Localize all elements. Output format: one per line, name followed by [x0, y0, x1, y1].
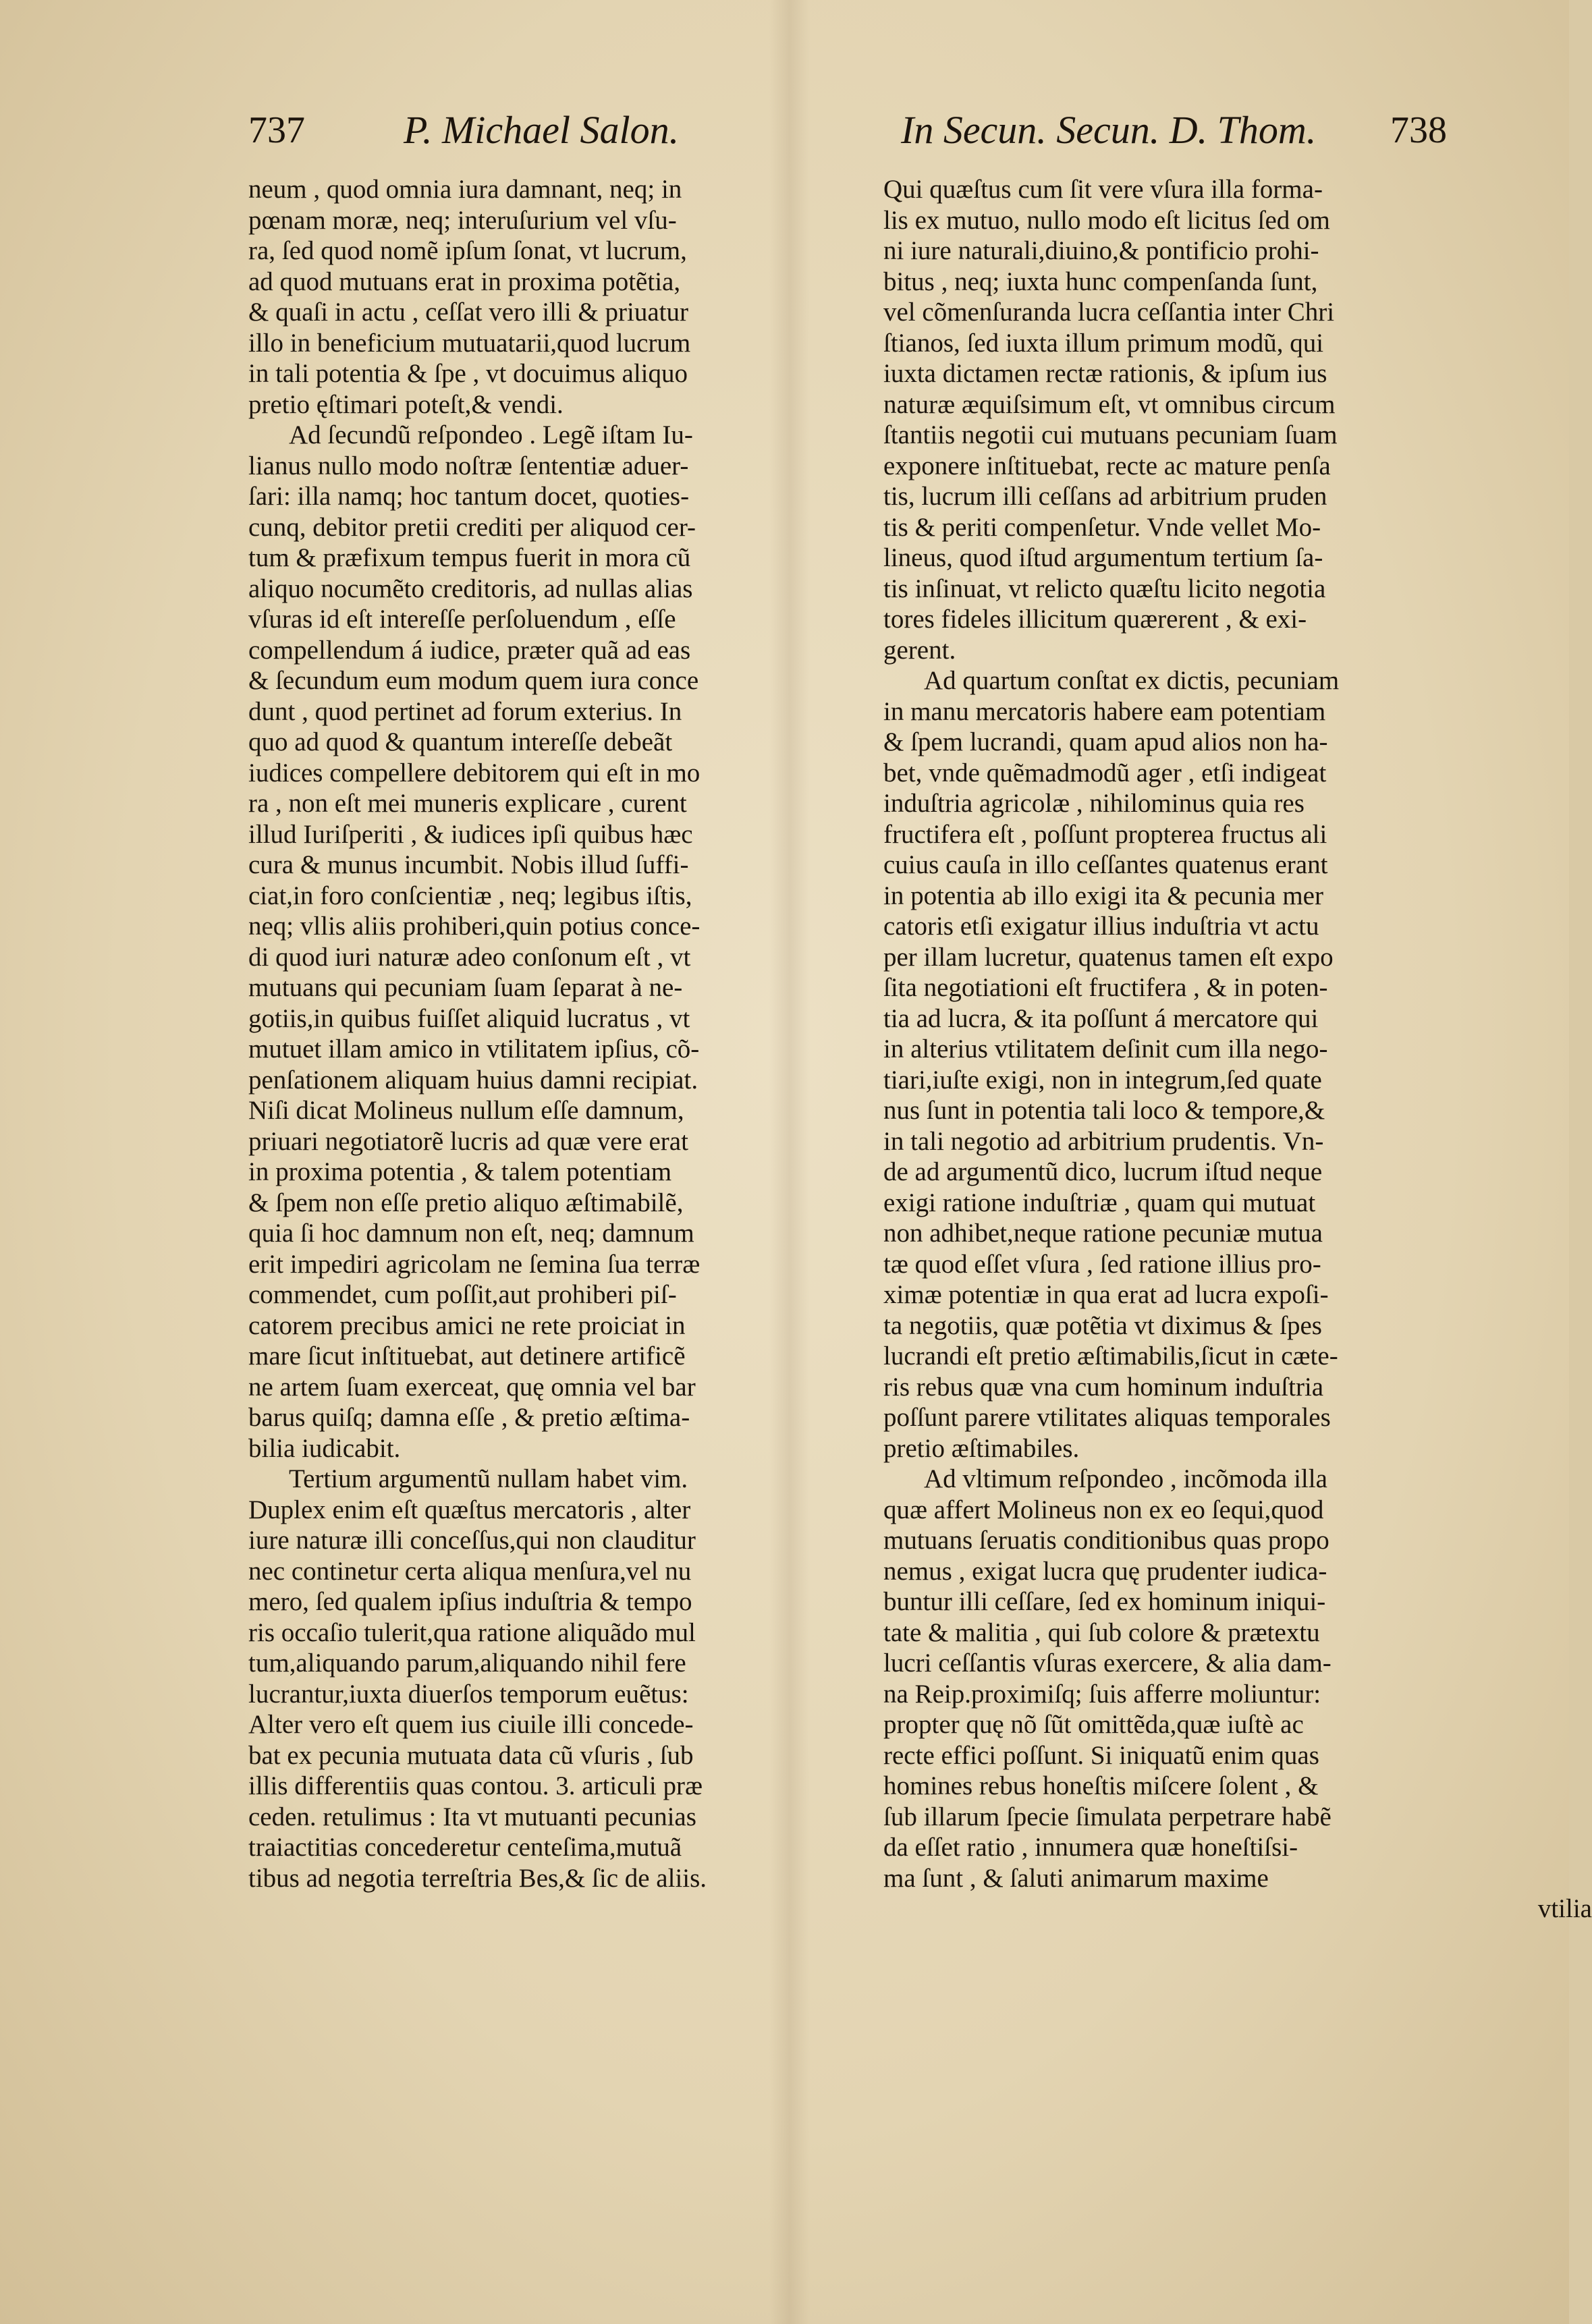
- text-line: ni iure naturali,diuino,& pontificio prohi-: [883, 236, 1319, 265]
- text-line: gerent.: [883, 635, 956, 665]
- text-line: mutuans ſeruatis conditionibus quas propo: [883, 1526, 1329, 1555]
- right-text-column: [883, 174, 1592, 1925]
- text-line: ad quod mutuans erat in proxima potẽtia,: [248, 267, 681, 296]
- text-line: naturæ æquiſsimum eſt, vt omnibus circum: [883, 389, 1336, 419]
- text-line: nemus , exigat lucra quę prudenter iudica-: [883, 1556, 1327, 1586]
- text-line: in alterius vtilitatem deſinit cum illa nego-: [883, 1034, 1328, 1063]
- text-line: pœnam moræ, neq; interuſurium vel vſu-: [248, 205, 677, 235]
- text-line: tum,aliquando parum,aliquando nihil fere: [248, 1649, 686, 1678]
- text-line: tis inſinuat, vt relicto quæſtu licito negotia: [883, 574, 1326, 603]
- text-line: & quaſi in actu , ceſſat vero illi & priuatur: [248, 298, 688, 327]
- text-line: penſationem aliquam huius damni recipiat.: [248, 1065, 698, 1095]
- text-line: in manu mercatoris habere eam potentiam: [883, 696, 1326, 726]
- text-line: in potentia ab illo exigi ita & pecunia mer: [883, 881, 1323, 910]
- text-line: lucrantur,iuxta diuerſos temporum euẽtus:: [248, 1679, 689, 1709]
- text-line: quæ affert Molineus non ex eo ſequi,quod: [883, 1495, 1324, 1524]
- text-line: fructifera eſt , poſſunt propterea fructus ali: [883, 819, 1327, 849]
- text-line: recte effici poſſunt. Si iniquatũ enim quas: [883, 1740, 1319, 1770]
- text-line: traiactitias concederetur centeſima,mutuã: [248, 1833, 682, 1862]
- text-line: induſtria agricolæ , nihilominus quia res: [883, 789, 1305, 818]
- text-line: bet, vnde quẽmadmodũ ager , etſi indigeat: [883, 758, 1327, 787]
- text-line: lis ex mutuo, nullo modo eſt licitus ſed om: [883, 205, 1330, 235]
- text-line: ciat,in foro conſcientiæ , neq; legibus iſtis,: [248, 881, 692, 910]
- text-line: tores fideles illicitum quærerent , & exi-: [883, 605, 1307, 634]
- right-running-title: In Secun. Secun. D. Thom.: [901, 108, 1317, 152]
- text-line: di quod iuri naturæ adeo conſonum eſt , vt: [248, 942, 691, 972]
- text-line: ra, ſed quod nomẽ ipſum ſonat, vt lucrum,: [248, 236, 687, 265]
- text-line: ra , non eſt mei muneris explicare , curent: [248, 789, 687, 818]
- text-line: ximæ potentiæ in qua erat ad lucra expoſi-: [883, 1280, 1329, 1309]
- text-line: ſita negotiationi eſt fructifera , & in poten-: [883, 973, 1328, 1002]
- text-line: mero, ſed qualem ipſius induſtria & tempo: [248, 1587, 692, 1616]
- text-line: Niſi dicat Molineus nullum eſſe damnum,: [248, 1096, 684, 1125]
- text-line: iuxta dictamen rectæ rationis, & ipſum ius: [883, 359, 1327, 388]
- text-line: catoris etſi exigatur illius induſtria vt actu: [883, 912, 1319, 941]
- text-line: buntur illi ceſſare, ſed ex hominum iniqui-: [883, 1587, 1326, 1616]
- text-line: & ſpem non eſſe pretio aliquo æſtimabilẽ,: [248, 1188, 684, 1217]
- text-line: ſari: illa namq; hoc tantum docet, quoties-: [248, 482, 690, 511]
- text-line: Ad ſecundũ reſpondeo . Legẽ iſtam Iu-: [289, 420, 693, 449]
- text-line: commendet, cum poſſit,aut prohiberi piſ-: [248, 1280, 677, 1309]
- text-line: ceden. retulimus : Ita vt mutuanti pecunias: [248, 1802, 696, 1831]
- text-line: quia ſi hoc damnum non eſt, neq; damnum: [248, 1219, 694, 1248]
- text-line: Duplex enim eſt quæſtus mercatoris , alter: [248, 1495, 691, 1524]
- text-line: na Reip.proximiſq; ſuis afferre moliuntur:: [883, 1679, 1321, 1709]
- text-line: barus quiſq; damna eſſe , & pretio æſtima-: [248, 1403, 690, 1432]
- text-line: in proxima potentia , & talem potentiam: [248, 1157, 672, 1186]
- text-line: tis & periti compenſetur. Vnde vellet Mo-: [883, 512, 1321, 542]
- text-line: bitus , neq; iuxta hunc compenſanda ſunt,: [883, 267, 1318, 296]
- text-line: neq; vllis aliis prohiberi,quin potius conce-: [248, 912, 701, 941]
- text-line: ma ſunt , & ſaluti animarum maxime: [883, 1863, 1269, 1893]
- text-line: lineus, quod iſtud argumentum tertium ſa-: [883, 543, 1323, 572]
- text-line: & ſpem lucrandi, quam apud alios non ha-: [883, 727, 1328, 756]
- text-line: lucrandi eſt pretio æſtimabilis,ſicut in cæte-: [883, 1341, 1338, 1371]
- text-line: mare ſicut inſtituebat, aut detinere artificẽ: [248, 1341, 686, 1371]
- text-line: vſuras id eſt intereſſe perſoluendum , eſſe: [248, 605, 676, 634]
- text-line: & ſecundum eum modum quem iura conce: [248, 666, 699, 695]
- text-line: mutuet illam amico in vtilitatem ipſius, cõ-: [248, 1034, 700, 1063]
- text-line: ſtianos, ſed iuxta illum primum modũ, qui: [883, 328, 1324, 358]
- text-line: ris occaſio tulerit,qua ratione aliquãdo mul: [248, 1617, 696, 1647]
- text-line: Qui quæſtus cum ſit vere vſura illa forma-: [883, 175, 1323, 204]
- text-line: gotiis,in quibus fuiſſet aliquid lucratus , vt: [248, 1003, 690, 1033]
- text-line: priuari negotiatorẽ lucris ad quæ vere erat: [248, 1126, 688, 1156]
- text-line: iure naturæ illi conceſſus,qui non clauditur: [248, 1526, 696, 1555]
- text-line: mutuans qui pecuniam ſuam ſeparat à ne-: [248, 973, 683, 1002]
- left-page-number: 737: [248, 109, 305, 151]
- text-line: vel cõmenſuranda lucra ceſſantia inter Chri: [883, 298, 1335, 327]
- text-line: aliquo nocumẽto creditoris, ad nullas alias: [248, 574, 693, 603]
- text-line: propter quę nõ ſũt omittẽda,quæ iuſtè ac: [883, 1710, 1304, 1739]
- text-line: erit impediri agricolam ne ſemina ſua terræ: [248, 1249, 701, 1279]
- text-line: cunq, debitor pretii crediti per aliquod cer-: [248, 512, 696, 542]
- text-line: pretio ęſtimari poteſt,& vendi.: [248, 389, 564, 419]
- text-line: illo in beneficium mutuatarii,quod lucrum: [248, 328, 691, 358]
- text-line: nus ſunt in potentia tali loco & tempore,&: [883, 1096, 1325, 1125]
- text-line: Tertium argumentũ nullam habet vim.: [289, 1464, 688, 1493]
- text-line: bilia iudicabit.: [248, 1433, 401, 1463]
- text-line: catorem precibus amici ne rete proiciat in: [248, 1310, 686, 1340]
- text-line: in tali potentia & ſpe , vt docuimus aliquo: [248, 359, 688, 388]
- text-line: ne artem ſuam exerceat, quę omnia vel bar: [248, 1372, 696, 1402]
- text-line: exponere inſtituebat, recte ac mature penſa: [883, 451, 1331, 480]
- text-line: tæ quod eſſet vſura , ſed ratione illius pro-: [883, 1249, 1321, 1279]
- text-line: Alter vero eſt quem ius ciuile illi concede-: [248, 1710, 694, 1739]
- text-line: tis, lucrum illi ceſſans ad arbitrium pruden: [883, 482, 1327, 511]
- text-line: pretio æſtimabiles.: [883, 1433, 1080, 1463]
- text-line: illis differentiis quas contou. 3. articuli præ: [248, 1771, 703, 1800]
- text-line: dunt , quod pertinet ad forum exterius. In: [248, 696, 682, 726]
- text-line: iudices compellere debitorem qui eſt in mo: [248, 758, 701, 787]
- text-line: tibus ad negotia terreſtria Bes,& ſic de aliis.: [248, 1863, 707, 1893]
- text-line: ta negotiis, quæ potẽtia vt diximus & ſpes: [883, 1310, 1322, 1340]
- text-line: illud Iuriſperiti , & iudices ipſi quibus hæc: [248, 819, 693, 849]
- text-line: Ad quartum conſtat ex dictis, pecuniam: [924, 666, 1340, 695]
- text-line: in tali negotio ad arbitrium prudentis. Vn-: [883, 1126, 1324, 1156]
- right-page-number: 738: [1390, 109, 1447, 151]
- text-line: vtilia: [1537, 1894, 1592, 1923]
- text-line: bat ex pecunia mutuata data cũ vſuris , ſub: [248, 1740, 694, 1770]
- text-line: cuius cauſa in illo ceſſantes quatenus erant: [883, 850, 1328, 879]
- text-line: da eſſet ratio , innumera quæ honeſtiſsi-: [883, 1833, 1298, 1862]
- text-line: non adhibet,neque ratione pecuniæ mutua: [883, 1219, 1323, 1248]
- text-line: per illam lucretur, quatenus tamen eſt expo: [883, 942, 1334, 972]
- text-line: lucri ceſſantis vſuras exercere, & alia dam-: [883, 1649, 1332, 1678]
- text-line: cura & munus incumbit. Nobis illud ſuffi-: [248, 850, 689, 879]
- text-line: tiari,iuſte exigi, non in integrum,ſed quate: [883, 1065, 1322, 1095]
- text-line: tate & malitia , qui ſub colore & prætextu: [883, 1617, 1320, 1647]
- text-line: de ad argumentũ dico, lucrum iſtud neque: [883, 1157, 1323, 1186]
- text-line: homines rebus honeſtis miſcere ſolent , &: [883, 1771, 1319, 1800]
- text-line: compellendum á iudice, præter quã ad eas: [248, 635, 691, 665]
- text-line: tum & præfixum tempus fuerit in mora cũ: [248, 543, 691, 572]
- text-line: Ad vltimum reſpondeo , incõmoda illa: [924, 1464, 1327, 1493]
- text-line: tia ad lucra, & ita poſſunt á mercatore qui: [883, 1003, 1319, 1033]
- left-text-column: [248, 174, 957, 1893]
- text-line: nec continetur certa aliqua menſura,vel nu: [248, 1556, 692, 1586]
- text-line: poſſunt parere vtilitates aliquas temporales: [883, 1403, 1331, 1432]
- left-running-title: P. Michael Salon.: [404, 108, 680, 152]
- text-line: ris rebus quæ vna cum hominum induſtria: [883, 1372, 1324, 1402]
- text-line: neum , quod omnia iura damnant, neq; in: [248, 175, 682, 204]
- text-line: ſub illarum ſpecie ſimulata perpetrare habẽ: [883, 1802, 1332, 1831]
- text-line: lianus nullo modo noſtræ ſententiæ aduer-: [248, 451, 689, 480]
- text-line: ſtantiis negotii cui mutuans pecuniam ſuam: [883, 420, 1338, 449]
- text-line: exigi ratione induſtriæ , quam qui mutuat: [883, 1188, 1316, 1217]
- text-line: quo ad quod & quantum intereſſe debeãt: [248, 727, 673, 756]
